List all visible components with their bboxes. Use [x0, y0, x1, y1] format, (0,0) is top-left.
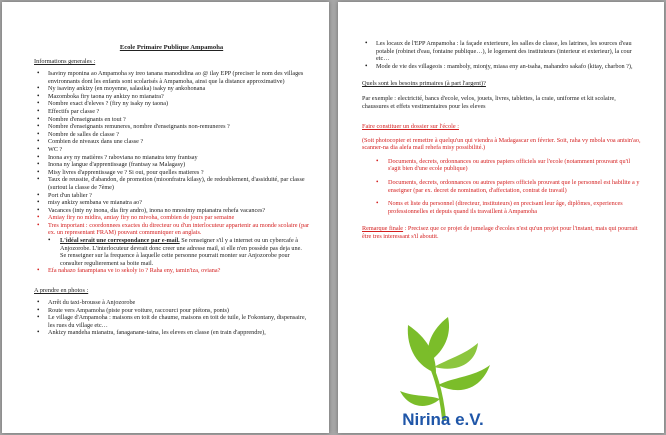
- dossier-intro: (Soit photocopier et remettre à quelqu'un qui viendra à Madagascar en février. Soit, raha vy mbola voa antsin'ao, scanner-na dia alefa mail rehefa misy possibilité.): [362, 136, 641, 152]
- list-item: • Inona avy ny matières ? raboviana no mianatra teny frantsay: [34, 154, 309, 162]
- list-item: • Nombre d'enseignants en tout ?: [34, 116, 309, 124]
- list-item: • Nombre d'enseignants remuneres, nombre d'enseignants non-remuneres ?: [34, 123, 309, 131]
- dossier-heading: Faire constituer un dossier sur l'école :: [362, 122, 459, 130]
- logo-text: Nirina e.V.: [402, 410, 484, 429]
- list-item: • Port d'un tablier ?: [34, 192, 309, 200]
- list-item: • Route vers Ampamoha (piste pour voiture, raccourci pour piétons, ponts): [34, 307, 309, 315]
- final-remark-text: : Precisez que ce projet de jumelage d'ecoles n'est qu'un projet pour l'instant, mais qui pourrait être tres interessant s'il aboutit.: [362, 225, 638, 240]
- document-title: Ecole Primaire Publique Ampamoha: [119, 44, 224, 51]
- list-item: • Effectifs par classe ?: [34, 108, 309, 116]
- list-item: • Isaviny mponina ao Ampamoha sy ireo tanana manodidina ao @ ilay EPP (preciser le nom des villages environnants dont les enfants sont scolarisés à Ampamoha, ainsi que la distance approximative): [34, 70, 309, 85]
- list-item: • Ny isaviny ankizy (en moyenne, salasika) isaky ny ankohonana: [34, 85, 309, 93]
- list-item-red: • Noms et liste du personnel (directeur, instituteurs) en precisant leur âge, diplômes, experiences professionnelles et depuis quand ils travaillent à Ampamoha: [362, 200, 642, 215]
- ideal-bold-text: L'idéal serait une correspondance par e-mail.: [60, 237, 180, 245]
- needs-heading: Quels sont les besoins primaires (à part l'argent)?: [362, 80, 486, 88]
- document-page-right: [338, 2, 664, 433]
- list-item: • Combien de niveaux dans une classe ?: [34, 138, 309, 146]
- list-item: • misy ankizy sembana ve mianatra ao?: [34, 199, 309, 207]
- info-heading: Informations generales :: [34, 58, 96, 65]
- final-remark-label: Remarque finale: [362, 225, 404, 233]
- list-item: • Ankizy mandeha mianatra, fanaganane-taina, les eleves en classe (en train d'apprendre),: [34, 329, 309, 337]
- list-item-red: • Documents, decrets, ordonnances ou autres papiers officiels sur l'ecole (notamment prouvant qu'il s'agit bien d'une ecole publique): [362, 158, 642, 173]
- list-item: • WC ?: [34, 146, 309, 154]
- list-item: • Arrêt du taxi-brousse à Anjozorobe: [34, 299, 309, 307]
- left-page-content: [34, 44, 309, 337]
- document-page-left: [2, 2, 329, 433]
- right-page-content: [362, 40, 642, 241]
- list-item-red: • Efa nahazo fanampiana ve io sekoly io ? Raha eny, tamin'iza, oviana?: [34, 267, 309, 275]
- list-item-red: • Tres important : coordonnees exactes du directeur ou d'un interlocuteur appartenir au monde scolaire (par ex. un representant FRAM) pouvant communiquer en anglais.: [34, 222, 309, 237]
- list-item-red: • Documents, decrets, ordonnances ou autres papiers officiels prouvant que le personnel est habilite a y enseigner (par ex. decret de nomination, d'affectation, contrat de travail): [362, 179, 642, 194]
- ideal-text: Se renseigner s'il y a internet ou un cybercafe à Anjozorobe. L'interlocuteur devrait donc creer une adresse mail, si elle n'en possède pas deja une. Se renseigner sur la frequence à laquelle cette personne pourrait monter sur Anjozorobe pour consulter regulierement sa boite mail.: [60, 237, 302, 267]
- dossier-list: [362, 158, 642, 216]
- list-item: • Inona ny langue d'apprentissage (frantsay sa Malagasy): [34, 161, 309, 169]
- list-item: • Taux de reussite, d'abandon, de promotion (mioonfratra kilasy), de redoublement, d'assiduité, par classe (surtout la classe de 7ème): [34, 176, 309, 191]
- info-list: [34, 70, 309, 275]
- list-item: • Les locaux de l'EPP Ampamoha : la façade exterieure, les salles de classe, les latrines, les sources d'eau potable (robinet d'eau, fontaine publique…), le logement des instituteurs (interieur et exterieur), la cour etc…: [362, 40, 642, 63]
- photos-list-continued: [362, 40, 642, 70]
- list-item: • Vacances (inty ny inona, dia firy andro), inona no mnosimy mpianatra rehefa vacances?: [34, 207, 309, 215]
- photos-heading: A prendre en photos :: [34, 287, 89, 295]
- list-item-ideal: [34, 237, 309, 267]
- list-item: • Mode de vie des villageois : mamboly, mionjy, miasa eny an-tsaha, mahandro sakafo (kitay, charbon ?),: [362, 63, 642, 71]
- list-item-red: • Amiay firy no midira, amiay firy no mivoha, combien de jours par semaine: [34, 214, 309, 222]
- photos-list: [34, 299, 309, 337]
- list-item: • Misy livres d'apprentissage ve ? Si oui, pour quelles matieres ?: [34, 169, 309, 177]
- list-item: • Nombre de salles de classe ?: [34, 131, 309, 139]
- final-remark: [362, 225, 642, 240]
- list-item: • Nombre exact d'eleves ? (firy ny isaky ny taona): [34, 100, 309, 108]
- list-item: • Le village d'Ampamoha : maisons en toit de chaume, maisons en toit de tuile, le Fokontany, dispensaire, les rues du village etc…: [34, 314, 309, 329]
- needs-text: Par exemple : electricité, bancs d'ecole, velos, jouets, livres, tablettes, la craie, uniforme et kit scolaire, chaussures et effets vestimentaires pour les eleves: [362, 95, 616, 110]
- list-item: • Mazomboka firy taona ny ankizy no mianatra?: [34, 93, 309, 101]
